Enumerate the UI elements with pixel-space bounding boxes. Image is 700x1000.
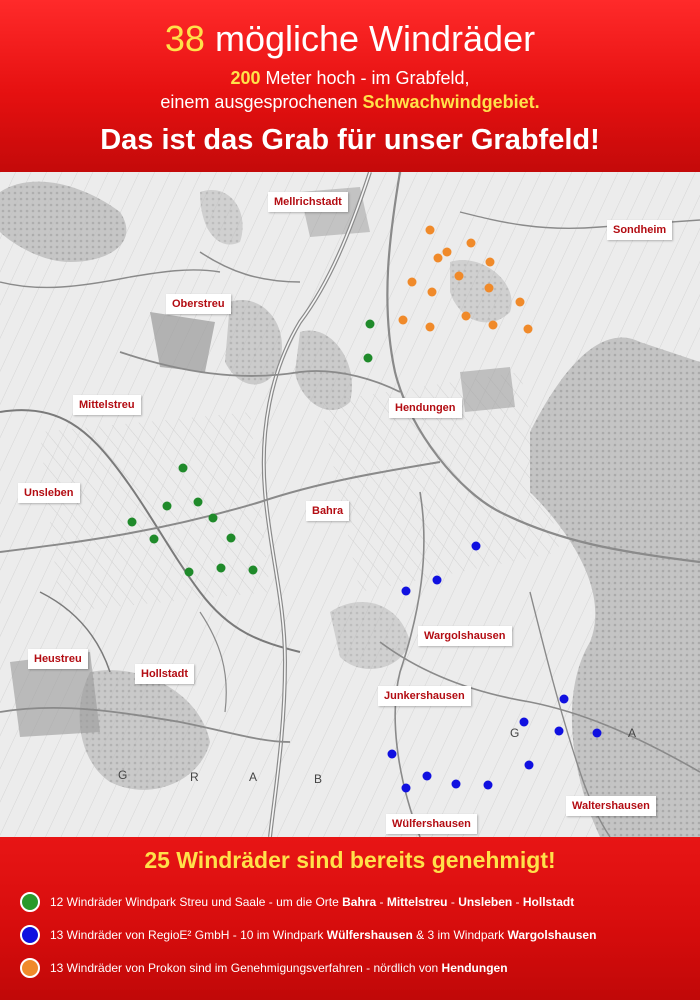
turbine-marker-streu-saale	[185, 568, 194, 577]
turbine-marker-streu-saale	[217, 564, 226, 573]
turbine-marker-streu-saale	[128, 518, 137, 527]
blue-dot-icon	[20, 925, 40, 945]
region-letter: R	[190, 770, 199, 784]
legend-text: 12 Windräder Windpark Streu und Saale - um die Orte Bahra - Mittelstreu - Unsleben - Hollstadt	[50, 895, 575, 909]
town-label-unsleben: Unsleben	[18, 483, 80, 503]
legend-item-streu-saale	[20, 892, 574, 912]
town-label-hollstadt: Hollstadt	[135, 664, 194, 684]
turbine-marker-streu-saale	[150, 535, 159, 544]
town-label-bahra: Bahra	[306, 501, 349, 521]
turbine-marker-prokon	[434, 254, 443, 263]
turbine-marker-regioe2	[593, 729, 602, 738]
turbine-marker-prokon	[462, 312, 471, 321]
topographic-map	[0, 172, 700, 837]
headline	[0, 18, 700, 60]
town-label-mellrichstadt: Mellrichstadt	[268, 192, 348, 212]
town-label-oberstreu: Oberstreu	[166, 294, 231, 314]
turbine-marker-prokon	[516, 298, 525, 307]
turbine-marker-prokon	[489, 321, 498, 330]
turbine-marker-regioe2	[452, 780, 461, 789]
turbine-marker-regioe2	[472, 542, 481, 551]
height-text: Meter hoch - im Grabfeld,	[260, 68, 470, 88]
wind-highlight: Schwachwindgebiet.	[362, 92, 540, 112]
turbine-marker-streu-saale	[179, 464, 188, 473]
turbine-marker-streu-saale	[163, 502, 172, 511]
region-letter: A	[628, 726, 637, 740]
turbine-marker-regioe2	[433, 576, 442, 585]
slogan: Das ist das Grab für unser Grabfeld!	[100, 124, 600, 156]
region-letter: B	[314, 772, 323, 786]
turbine-marker-prokon	[486, 258, 495, 267]
subline-wind	[0, 92, 700, 113]
turbine-marker-prokon	[443, 248, 452, 257]
town-label-mittelstreu: Mittelstreu	[73, 395, 141, 415]
turbine-marker-prokon	[455, 272, 464, 281]
turbine-marker-prokon	[524, 325, 533, 334]
town-label-wargolshausen: Wargolshausen	[418, 626, 512, 646]
legend-item-prokon	[20, 958, 508, 978]
turbine-marker-streu-saale	[209, 514, 218, 523]
town-label-junkershausen: Junkershausen	[378, 686, 471, 706]
turbine-marker-regioe2	[520, 718, 529, 727]
region-letter: A	[249, 770, 258, 784]
turbine-marker-streu-saale	[194, 498, 203, 507]
turbine-marker-prokon	[399, 316, 408, 325]
region-letter: G	[510, 726, 520, 740]
wind-prefix: einem ausgesprochenen	[160, 92, 363, 112]
legend-item-regioe2	[20, 925, 596, 945]
approved-headline: 25 Windräder sind bereits genehmigt!	[144, 847, 556, 873]
town-label-heustreu: Heustreu	[28, 649, 88, 669]
town-label-waltershausen: Waltershausen	[566, 796, 656, 816]
turbine-marker-regioe2	[484, 781, 493, 790]
headline-text: mögliche Windräder	[204, 18, 536, 59]
turbine-marker-regioe2	[402, 784, 411, 793]
header-banner	[0, 0, 700, 172]
turbine-marker-prokon	[485, 284, 494, 293]
turbine-marker-regioe2	[402, 587, 411, 596]
turbine-marker-prokon	[467, 239, 476, 248]
green-dot-icon	[20, 892, 40, 912]
town-label-wuelfershausen: Wülfershausen	[386, 814, 477, 834]
town-label-hendungen: Hendungen	[389, 398, 462, 418]
height-number: 200	[230, 68, 261, 88]
turbine-layer	[0, 172, 700, 837]
turbine-marker-regioe2	[555, 727, 564, 736]
region-letter: G	[118, 768, 128, 782]
legend-text: 13 Windräder von Prokon sind im Genehmigungsverfahren - nördlich von Hendungen	[50, 961, 508, 975]
town-label-sondheim: Sondheim	[607, 220, 672, 240]
turbine-marker-regioe2	[525, 761, 534, 770]
turbine-marker-prokon	[428, 288, 437, 297]
turbine-marker-streu-saale	[227, 534, 236, 543]
regioe2-turbines	[388, 542, 602, 793]
orange-dot-icon	[20, 958, 40, 978]
streu-saale-turbines	[128, 320, 375, 577]
footer-banner	[0, 837, 700, 1000]
turbine-marker-regioe2	[423, 772, 432, 781]
turbine-marker-prokon	[426, 323, 435, 332]
turbine-marker-streu-saale	[366, 320, 375, 329]
turbine-marker-streu-saale	[364, 354, 373, 363]
turbine-marker-prokon	[408, 278, 417, 287]
legend-text: 13 Windräder von RegioE² GmbH - 10 im Windpark Wülfershausen & 3 im Windpark Wargolshausen	[50, 928, 597, 942]
turbine-marker-regioe2	[388, 750, 397, 759]
headline-number: 38	[164, 18, 205, 59]
turbine-marker-regioe2	[560, 695, 569, 704]
subline-height	[0, 68, 700, 89]
turbine-marker-prokon	[426, 226, 435, 235]
turbine-marker-streu-saale	[249, 566, 258, 575]
prokon-turbines	[399, 226, 533, 334]
